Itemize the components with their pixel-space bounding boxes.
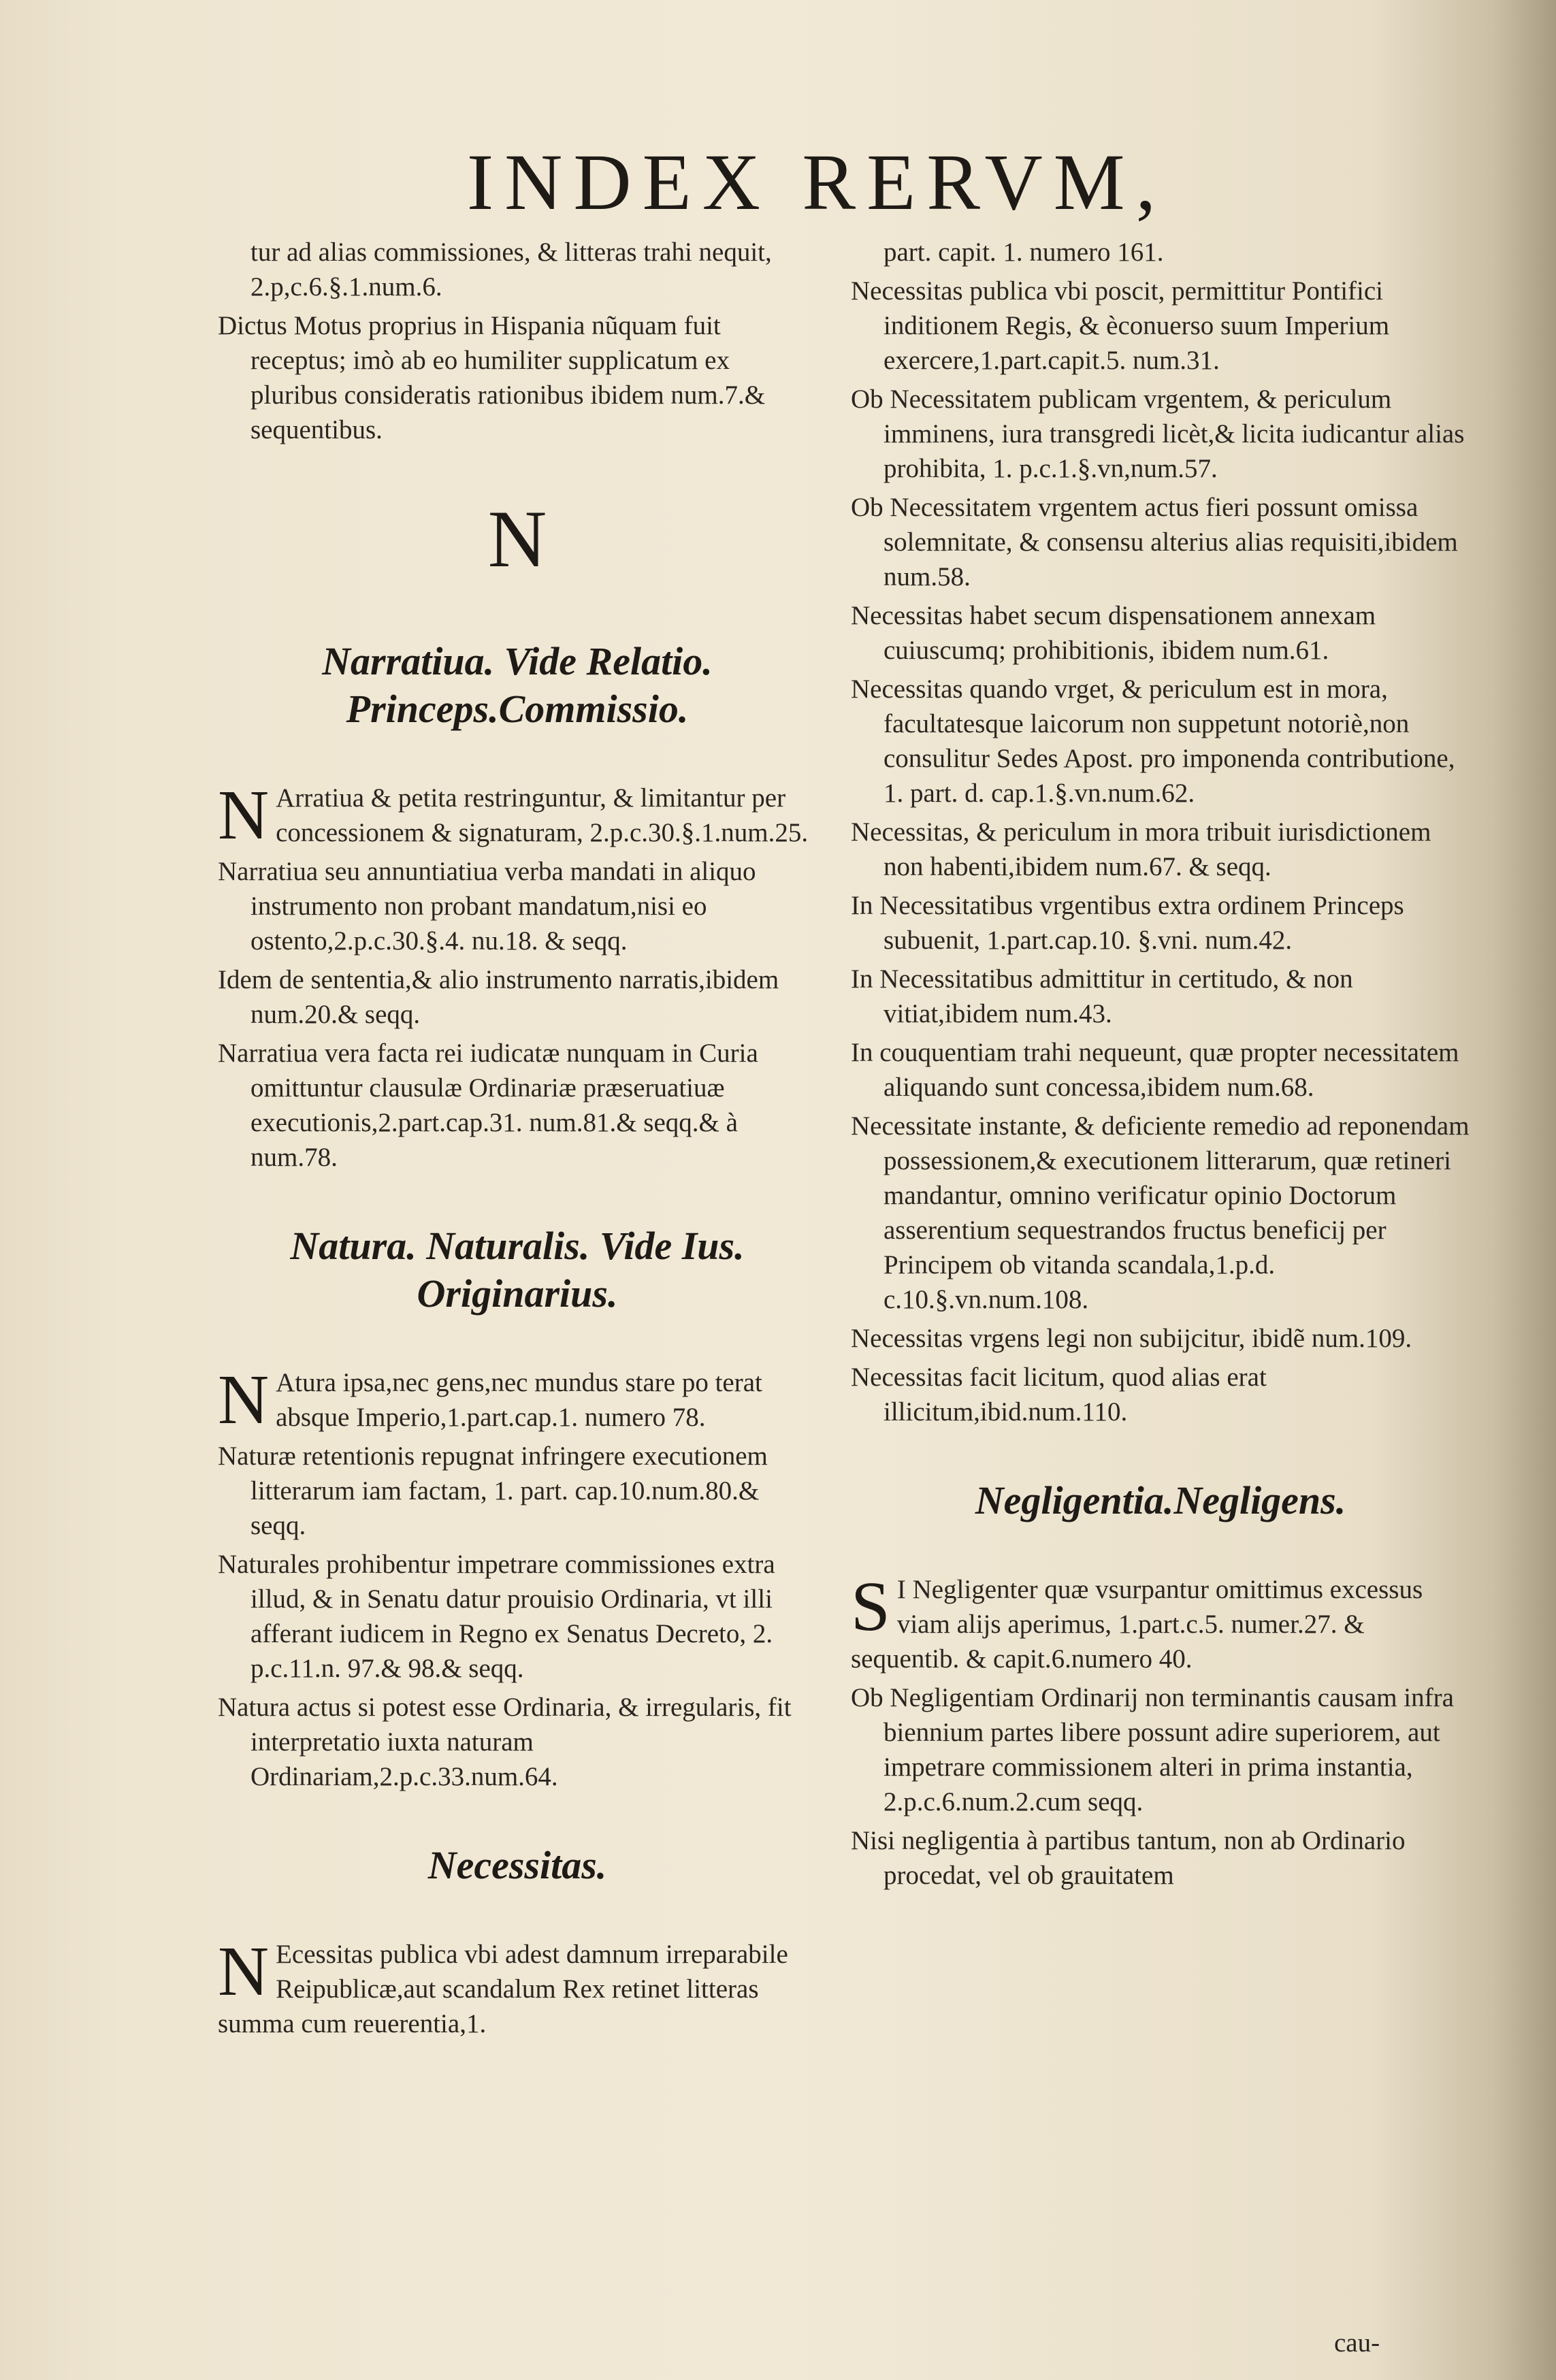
index-entry: In Necessitatibus admittitur in certitudo, & non vitiat,ibidem num.43. <box>851 964 1353 1028</box>
running-head: INDEX RERVM, <box>466 137 1167 227</box>
section-heading: Natura. Naturalis. Vide Ius. Originarius. <box>290 1224 745 1316</box>
index-entry: Nisi negligentia à partibus tantum, non ab Ordinario procedat, vel ob grauitatem <box>851 1826 1406 1890</box>
index-entry: Ob Necessitatem publicam vrgentem, & periculum imminens, iura transgredi licèt,& licita iudicantur alias prohibita, 1. p.c.1.§.vn,num.57. <box>851 385 1465 483</box>
drop-cap: S <box>851 1567 890 1646</box>
drop-cap: N <box>218 1360 270 1439</box>
index-entry: Narratiua seu annuntiatiua verba mandati in aliquo instrumento non probant mandatum,nisi eo ostento,2.p.c.30.§.4. nu.18. & seqq. <box>218 857 756 956</box>
drop-cap: N <box>218 776 270 854</box>
first-entry <box>218 1360 817 1439</box>
first-entry-text: I Negligenter quæ vsurpantur omittimus excessus viam alijs aperimus, 1.part.c.5. numer.27. & sequentib. & capit.6.numero 40. <box>851 1575 1423 1674</box>
index-entry: Necessitas habet secum dispensationem annexam cuiuscumq; prohibitionis, ibidem num.61. <box>851 601 1376 665</box>
right-column <box>851 235 1470 1897</box>
index-entry: Ob Negligentiam Ordinarij non terminantis causam infra biennium partes libere possunt adire superiorem, aut impetrare commissionem alteri in prima instantia, 2.p.c.6.num.2.cum seqq. <box>851 1683 1454 1816</box>
first-entry-text: Arratiua & petita restringuntur, & limitantur per concessionem & signaturam, 2.p.c.30.§.1.num.25. <box>276 783 809 847</box>
index-entry: Necessitas publica vbi poscit, permittitur Pontifici inditionem Regis, & èconuerso suum Imperium exercere,1.part.capit.5. num.31. <box>851 276 1390 375</box>
continued-entry: tur ad alias commissiones, & litteras trahi nequit, 2.p,c.6.§.1.num.6. <box>250 238 772 301</box>
index-entry: Naturæ retentionis repugnat infringere executionem litterarum iam factam, 1. part. cap.10.num.80.& seqq. <box>218 1441 768 1540</box>
left-column <box>218 235 817 2045</box>
section-heading: Necessitas. <box>427 1843 607 1887</box>
index-entry: Dictus Motus proprius in Hispania nũquam fuit receptus; imò ab eo humiliter supplicatum ex pluribus consideratis rationibus ibidem num.7.& sequentibus. <box>218 311 766 444</box>
section-heading: Narratiua. Vide Relatio. Princeps.Commissio. <box>322 639 713 731</box>
index-entry: Narratiua vera facta rei iudicatæ nunquam in Curia omittuntur clausulæ Ordinariæ præseruatiuæ executionis,2.part.cap.31. num.81.& seqq.& à num.78. <box>218 1039 758 1172</box>
drop-cap: N <box>218 1932 270 2010</box>
index-entry: Natura actus si potest esse Ordinaria, & irregularis, fit interpretatio iuxta naturam Ordinariam,2.p.c.33.num.64. <box>218 1693 792 1791</box>
continued-entry: part. capit. 1. numero 161. <box>884 238 1164 267</box>
index-entry: Ob Necessitatem vrgentem actus fieri possunt omissa solemnitate, & consensu alterius alias requisiti,ibidem num.58. <box>851 493 1458 591</box>
index-entry: Naturales prohibentur impetrare commissiones extra illud, & in Senatu datur prouisio Ordinaria, vt illi afferant iudicem in Regno ex Senatus Decreto, 2. p.c.11.n. 97.& 98.& seqq. <box>218 1550 775 1683</box>
index-entry: Necessitate instante, & deficiente remedio ad reponendam possessionem,& executionem litterarum, quæ retineri mandantur, omnino verificatur opinio Doctorum asserentium sequestrandos fructus beneficij per Principem ob vitanda scandala,1.p.d. c.10.§.vn.num.108. <box>851 1111 1470 1314</box>
index-entry: In Necessitatibus vrgentibus extra ordinem Princeps subuenit, 1.part.cap.10. §.vni. num.42. <box>851 891 1404 955</box>
first-entry-text: Ecessitas publica vbi adest damnum irreparabile Reipublicæ,aut scandalum Rex retinet litteras summa cum reuerentia,1. <box>218 1940 788 2038</box>
first-entry-text: Atura ipsa,nec gens,nec mundus stare po terat absque Imperio,1.part.cap.1. numero 78. <box>276 1368 762 1432</box>
first-entry <box>851 1567 1470 1676</box>
section-heading: Negligentia.Negligens. <box>975 1478 1346 1522</box>
index-entry: Necessitas, & periculum in mora tribuit iurisdictionem non habenti,ibidem num.67. & seqq. <box>851 817 1431 881</box>
index-entry: Necessitas facit licitum, quod alias erat illicitum,ibid.num.110. <box>851 1363 1267 1427</box>
index-entry: Necessitas quando vrget, & periculum est in mora, facultatesque laicorum non suppetunt notoriè,non consulitur Sedes Apost. pro imponenda contributione, 1. part. d. cap.1.§.vn.num.62. <box>851 674 1455 808</box>
first-entry <box>218 1932 817 2041</box>
index-entry: In couquentiam trahi nequeunt, quæ propter necessitatem aliquando sunt concessa,ibidem num.68. <box>851 1038 1459 1102</box>
index-entry: Idem de sententia,& alio instrumento narratis,ibidem num.20.& seqq. <box>218 965 779 1029</box>
index-entry: Necessitas vrgens legi non subijcitur, ibidẽ num.109. <box>851 1324 1412 1353</box>
first-entry <box>218 776 817 854</box>
section-letter: N <box>487 493 547 584</box>
catchword: cau- <box>1334 2328 1380 2358</box>
